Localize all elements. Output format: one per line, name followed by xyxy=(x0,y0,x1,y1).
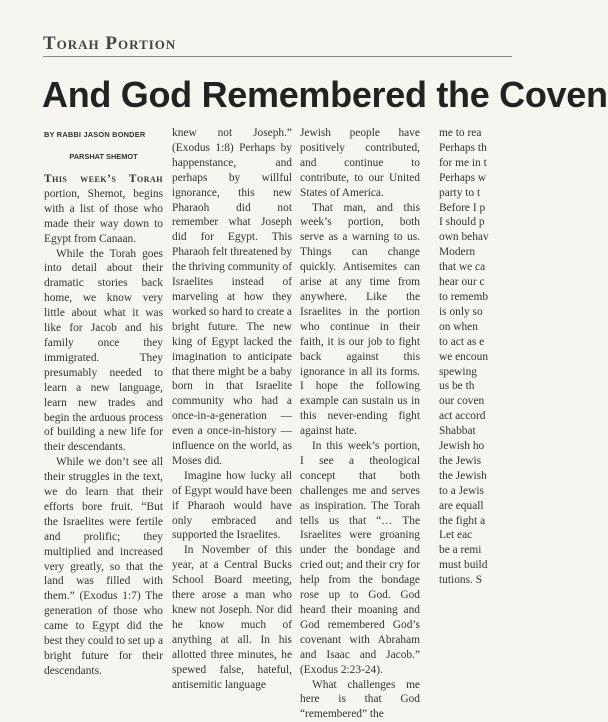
clipped-line: us be th xyxy=(439,380,475,393)
paragraph-text: portion, Shemot, begins with a list of those who made their way down to Egypt from Canaan. xyxy=(44,187,163,245)
paragraph: Jewish people have positively contributed, and continue to contribute, to our United States of America. xyxy=(300,127,420,199)
clipped-line: on when xyxy=(439,320,478,333)
clipped-line: the Jewis xyxy=(439,454,482,467)
clipped-line: we encoun xyxy=(439,350,489,363)
article-column-1 xyxy=(44,126,163,679)
clipped-line: be a remi xyxy=(439,544,482,557)
clipped-line: spewing xyxy=(439,365,477,378)
clipped-line: hear our c xyxy=(439,276,485,289)
parsha-label: PARSHAT SHEMOT xyxy=(69,152,138,161)
paragraph: What challenges me here is that God “remembered” the xyxy=(300,678,420,721)
clipped-line: own behav xyxy=(439,231,489,244)
paragraph: Imagine how lucky all of Egypt would have been if Pharaoh would have only embraced and supported the Israelites. xyxy=(172,469,292,542)
clipped-line: tutions. S xyxy=(439,574,483,587)
clipped-line: Before I p xyxy=(439,201,486,214)
clipped-line: Modern xyxy=(439,246,476,259)
lead-in: This week’s Torah xyxy=(44,173,163,185)
clipped-line: the fight a xyxy=(439,514,486,527)
clipped-line: Perhaps w xyxy=(439,171,487,184)
clipped-line: to a Jewis xyxy=(439,484,484,497)
paragraph xyxy=(44,172,163,247)
byline: BY RABBI JASON BONDER xyxy=(44,130,146,139)
paragraph: In this week’s portion, I see a theological concept that both challenges me and serves as inspiration. The Torah tells us that “… The Israelites were groaning under the bondage and cried out; and their cry for help from the bondage rose up to God. God heard their moaning and God remembered God’s covenant with Abraham and Isaac and Jacob.” (Exodus 2:23-24). xyxy=(300,440,420,676)
clipped-line: me to rea xyxy=(439,127,482,139)
clipped-line: party to t xyxy=(439,186,481,199)
clipped-line: Let eac xyxy=(439,529,473,542)
clipped-line: Shabbat xyxy=(439,425,476,438)
paragraph: While we don’t see all their struggles in the text, we do learn that their efforts bore fruit. “But the Israelites were fertile and prolific; they multiplied and increased very greatly, so that the land was filled with them.” (Exodus 1:7) The generation of those who came to Egypt did the best they could to set up a bright future for their descendants. xyxy=(44,456,163,677)
clipped-line: the Jewish xyxy=(439,469,487,482)
clipped-line: to act as e xyxy=(439,335,485,348)
article-headline: And God Remembered the Coven xyxy=(42,74,608,115)
paragraph: That man, and this week’s portion, both serve as a warning to us. Things can change quickly. Antisemites can arise at any time from anywhere. Like the Israelites in the portion who continue in their faith, it is our job to fight back against this ignorance in all its forms. I hope the following example can sustain us in this never-ending fight against hate. xyxy=(300,201,420,438)
clipped-line: are equall xyxy=(439,499,484,512)
clipped-line: must build xyxy=(439,559,488,572)
clipped-line: to rememb xyxy=(439,290,489,303)
section-divider xyxy=(43,56,512,57)
paragraph: While the Torah goes into detail about their dramatic stories back home, we know very little about what it was like for Jacob and his family once they immigrated. They presumably needed to learn a new language, learn new trades and begin the arduous process of building a new life for their descendants. xyxy=(44,247,163,454)
clipped-line: is only so xyxy=(439,305,483,318)
paragraph: In November of this year, at a Central Bucks School Board meeting, there arose a man who knew not Joseph. Nor did he know much of anything at all. In his allotted three minutes, he spewed false, hateful, antisemitic language xyxy=(172,544,292,691)
clipped-line: for me in t xyxy=(439,156,487,169)
clipped-line: act accord xyxy=(439,410,486,423)
clipped-line: Jewish ho xyxy=(439,440,485,453)
article-column-4 xyxy=(439,126,529,588)
paragraph: knew not Joseph.” (Exodus 1:8) Perhaps by happenstance, and perhaps by willful ignorance, this new Pharaoh did not remember what Joseph did for Egypt. This Pharaoh felt threatened by the thriving community of Israelites instead of marveling at how they worked so hard to create a bright future. The new king of Egypt lacked the imagination to anticipate that there might be a baby born in that Israelite community who had a once-in-a-generation — even a once-in-history — influence on the world, as Moses did. xyxy=(172,127,292,467)
clipped-line: I should p xyxy=(439,216,485,229)
section-label: Torah Portion xyxy=(43,33,177,54)
clipped-line: Perhaps th xyxy=(439,141,487,154)
clipped-line: our coven xyxy=(439,395,485,408)
article-column-3 xyxy=(300,126,420,722)
clipped-line: that we ca xyxy=(439,261,486,274)
article-column-2 xyxy=(172,126,292,692)
